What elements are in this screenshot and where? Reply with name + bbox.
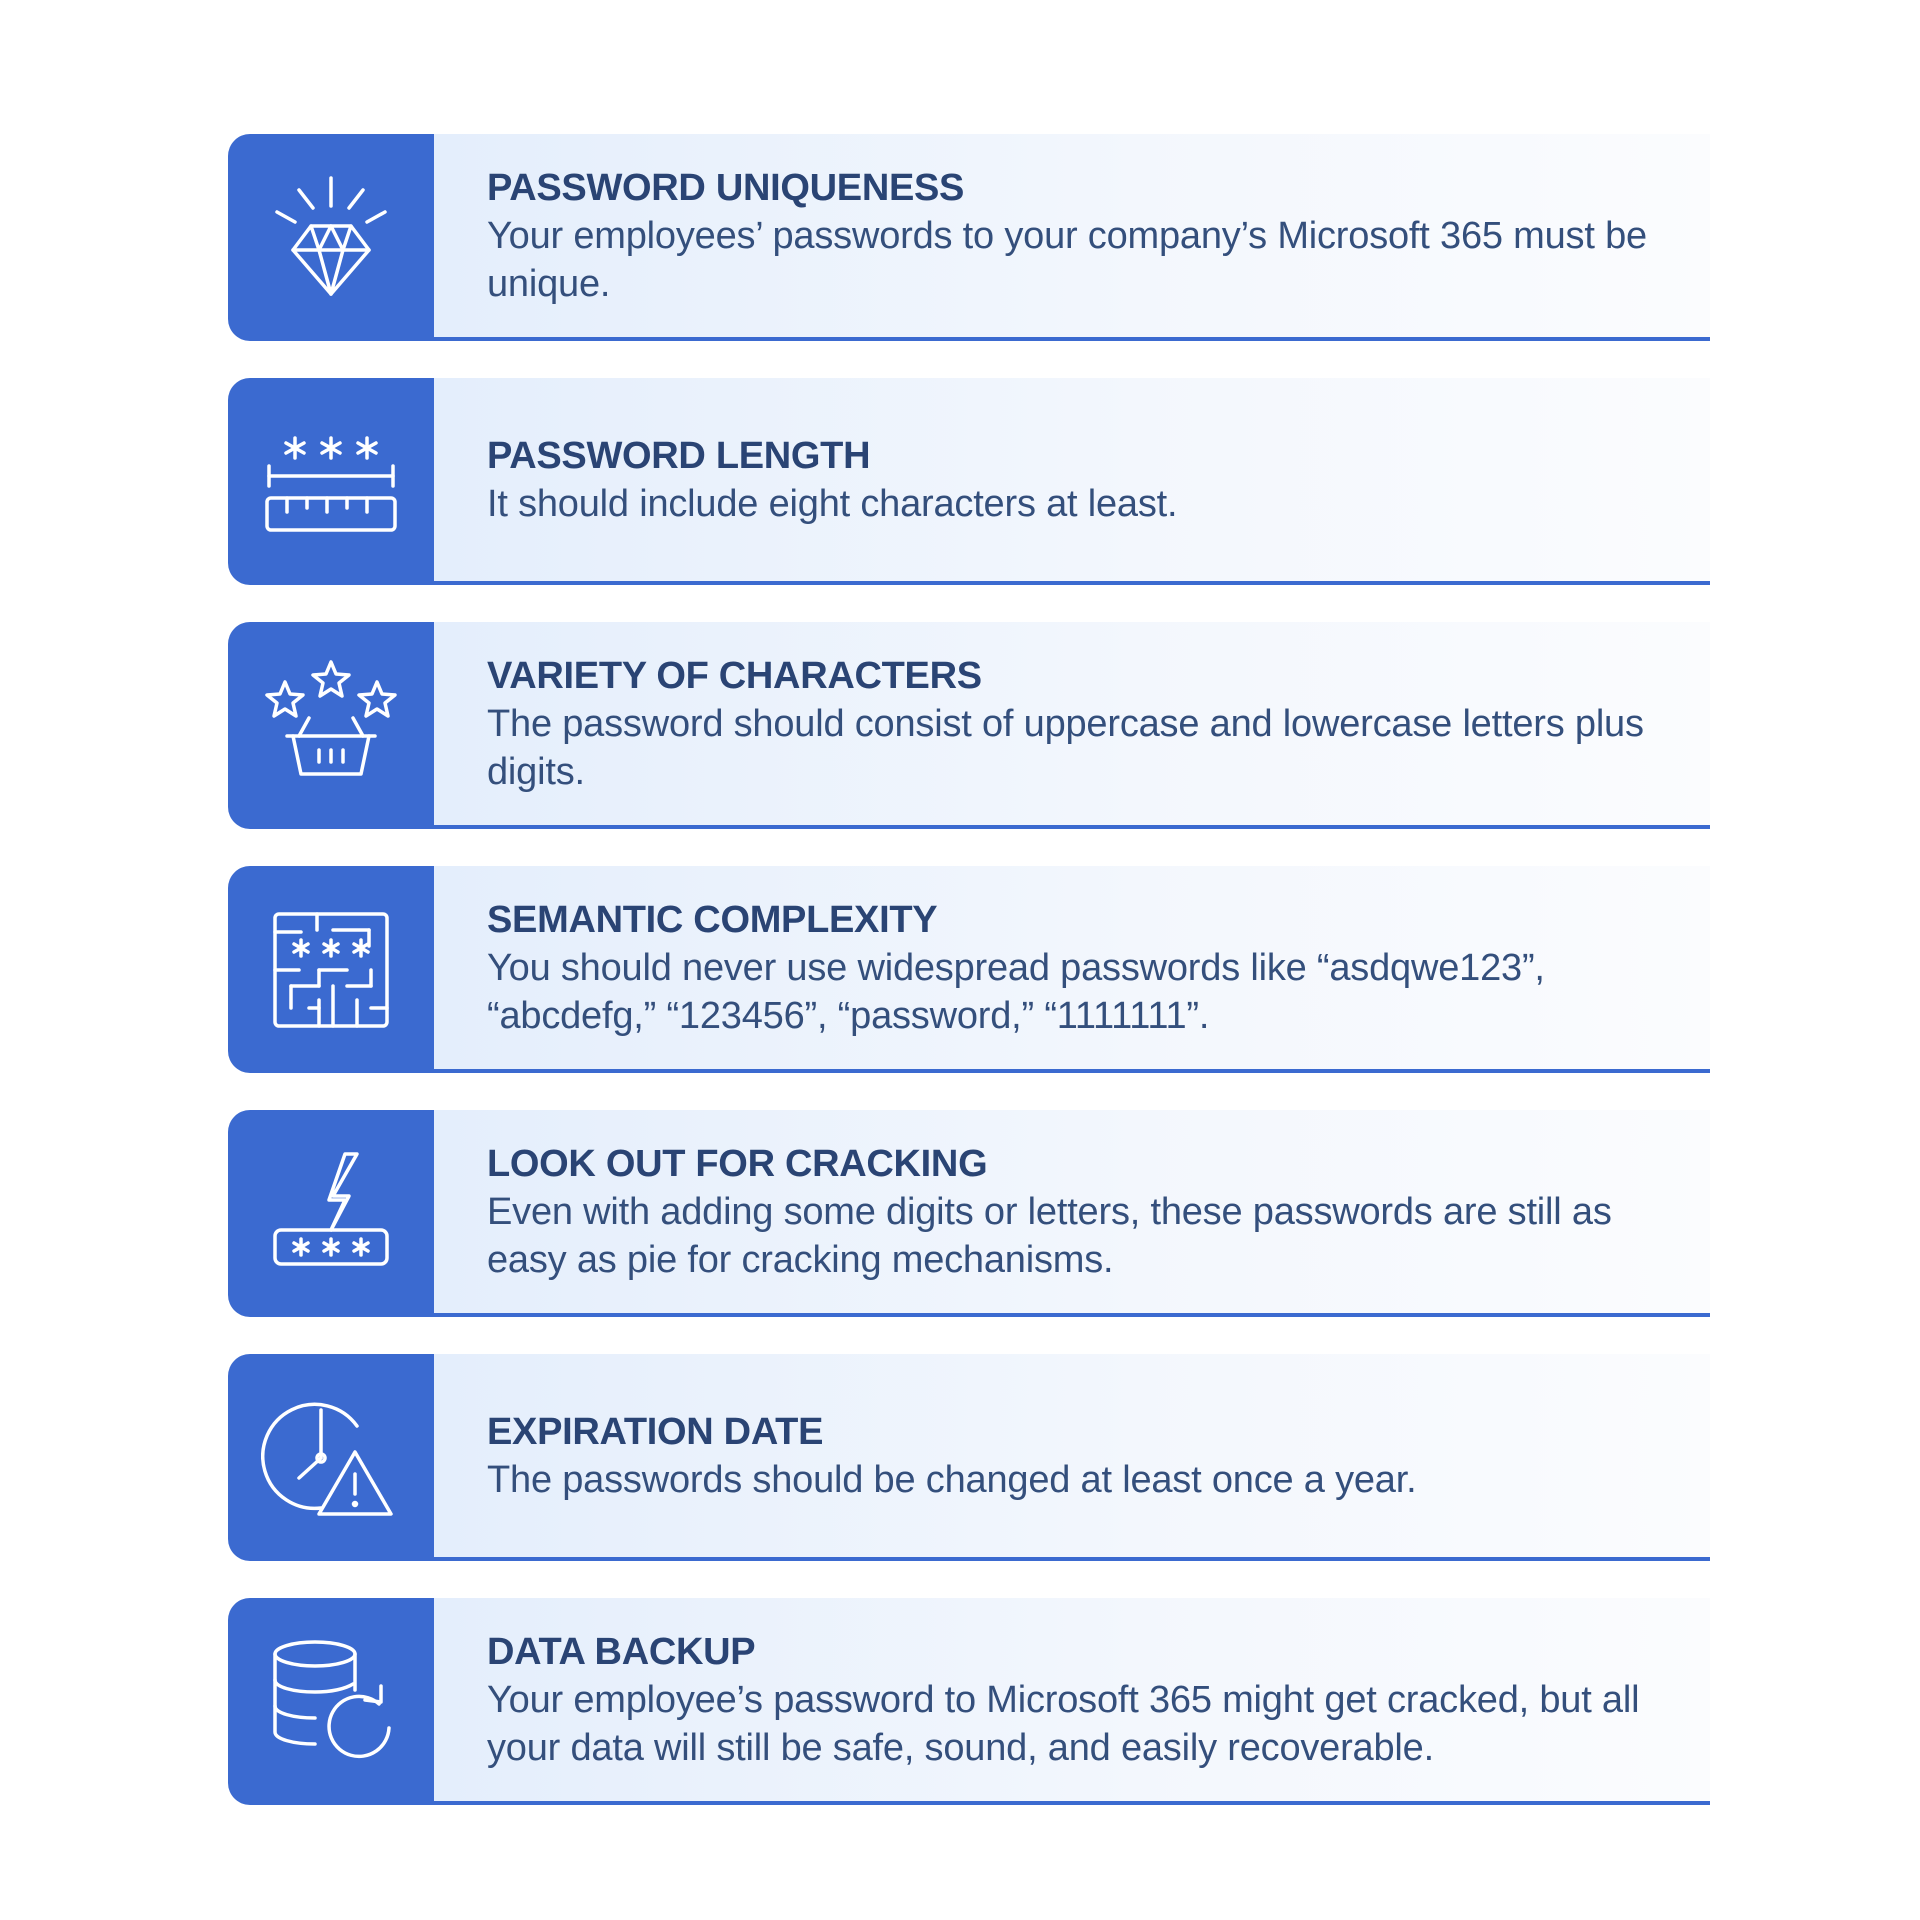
tip-card-password-uniqueness — [228, 134, 1710, 341]
tip-content — [434, 134, 1710, 341]
tip-description: Even with adding some digits or letters, these passwords are still as easy as pie for cracking mechanisms. — [487, 1190, 1612, 1281]
tip-description: The passwords should be changed at least once a year. — [487, 1458, 1417, 1501]
icon-panel — [228, 134, 434, 341]
tip-description: It should include eight characters at least. — [487, 482, 1178, 525]
tip-card-data-backup — [228, 1598, 1710, 1805]
tip-card-look-out-for-cracking — [228, 1110, 1710, 1317]
icon-panel — [228, 1354, 434, 1561]
database-restore-icon — [261, 1632, 401, 1772]
tip-card-expiration-date — [228, 1354, 1710, 1561]
password-lightning-icon — [261, 1144, 401, 1284]
password-tips-list — [228, 134, 1710, 1842]
tip-title: VARIETY OF CHARACTERS — [487, 654, 982, 697]
tip-description: Your employee’s password to Microsoft 365 might get cracked, but all your data will still be safe, sound, and easily recoverable. — [487, 1678, 1640, 1769]
icon-panel — [228, 1598, 434, 1805]
tip-content — [434, 378, 1710, 585]
tip-content — [434, 1110, 1710, 1317]
tip-content — [434, 1598, 1710, 1805]
tip-title: LOOK OUT FOR CRACKING — [487, 1142, 988, 1185]
tip-content — [434, 866, 1710, 1073]
stars-basket-icon — [261, 656, 401, 796]
tip-card-password-length — [228, 378, 1710, 585]
tip-title: EXPIRATION DATE — [487, 1410, 824, 1453]
password-maze-icon — [261, 900, 401, 1040]
icon-panel — [228, 378, 434, 585]
icon-panel — [228, 622, 434, 829]
tip-description: The password should consist of uppercase and lowercase letters plus digits. — [487, 702, 1644, 793]
tip-card-semantic-complexity — [228, 866, 1710, 1073]
tip-title: PASSWORD UNIQUENESS — [487, 166, 965, 209]
tip-description: You should never use widespread passwords like “asdqwe123”, “abcdefg,” “123456”, “password,” “1111111”. — [487, 946, 1545, 1037]
icon-panel — [228, 866, 434, 1073]
icon-panel — [228, 1110, 434, 1317]
tip-content — [434, 622, 1710, 829]
tip-card-variety-of-characters — [228, 622, 1710, 829]
clock-warning-icon — [261, 1388, 401, 1528]
password-ruler-icon — [261, 412, 401, 552]
tip-content — [434, 1354, 1710, 1561]
tip-description: Your employees’ passwords to your company’s Microsoft 365 must be unique. — [487, 214, 1647, 305]
tip-title: PASSWORD LENGTH — [487, 434, 871, 477]
diamond-icon — [261, 168, 401, 308]
tip-title: DATA BACKUP — [487, 1630, 756, 1673]
tip-title: SEMANTIC COMPLEXITY — [487, 898, 938, 941]
